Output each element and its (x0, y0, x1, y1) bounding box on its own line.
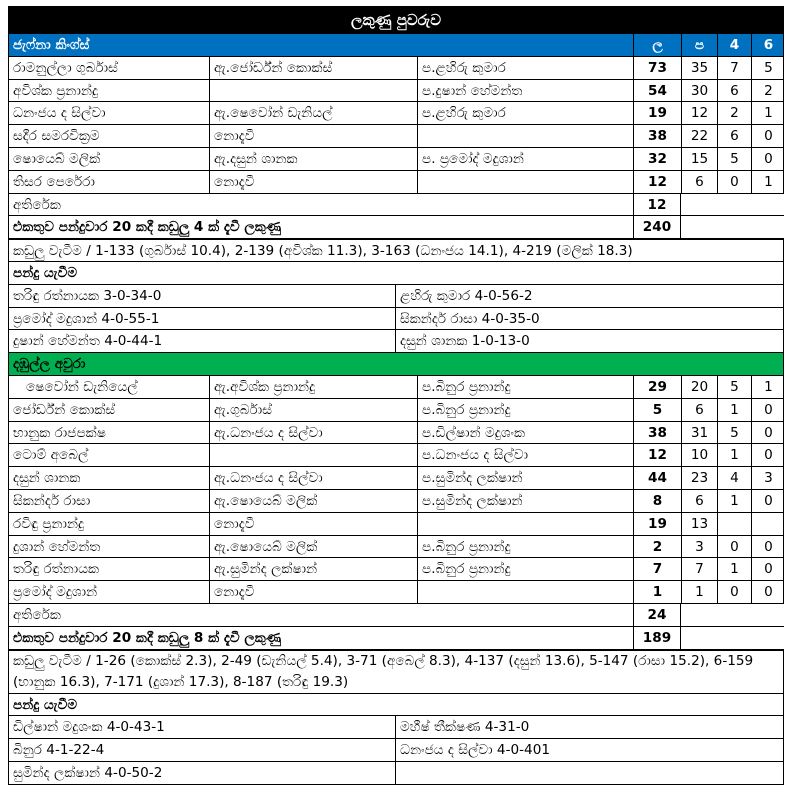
sixes: 0 (751, 581, 785, 603)
runs: 1 (633, 581, 681, 603)
dismissal-bowler: ප.ධනංජය ද සිල්වා (417, 444, 633, 466)
bowler-figures (395, 762, 785, 784)
dismissal-bowler: ප.සුමින්ද ලක්ෂාන් (417, 490, 633, 512)
bowler-figures: දසුන් ශානක 1-0-13-0 (395, 330, 785, 352)
batting-row (8, 80, 784, 103)
dismissal-catch: ඇ.ධනංජය ද සිල්වා (209, 467, 417, 489)
batter-name: ෂොයෙබ් මලික් (13, 150, 101, 167)
dismissal-catch: නොදැවී (209, 513, 417, 535)
dismissal-bowler: ප.ළහිරු කුමාර (417, 57, 633, 79)
dismissal-bowler (417, 513, 633, 535)
dismissal-catch: නොදැවී (209, 125, 417, 147)
balls: 15 (681, 148, 717, 170)
dismissal-catch: ඇ.දසුන් ශානක (209, 148, 417, 170)
dismissal-catch (209, 80, 417, 102)
fours: 0 (717, 581, 751, 603)
balls: 22 (681, 125, 717, 147)
extras-value: 12 (633, 194, 681, 216)
balls: 6 (681, 171, 717, 193)
sixes: 0 (751, 558, 785, 580)
runs: 44 (633, 467, 681, 489)
sixes: 1 (751, 171, 785, 193)
dismissal-bowler: ප.සුමින්ද ලක්ෂාන් (417, 467, 633, 489)
team2-section (8, 353, 784, 785)
bowling-label: පන්දු යැවීම (13, 696, 78, 713)
header-fours: 4 (717, 34, 751, 56)
bowling-row (8, 716, 784, 739)
runs: 2 (633, 536, 681, 558)
dismissal-catch: නොදැවී (209, 171, 417, 193)
dismissal-catch: ඇ.ෂෙවෝන් ඩැනියල් (209, 102, 417, 124)
runs: 73 (633, 57, 681, 79)
dismissal-bowler: ප.ළහිරු කුමාර (417, 102, 633, 124)
batter-name: භානුක රාජපක්ෂ (13, 424, 106, 441)
bowling-row (8, 739, 784, 762)
batting-row (8, 444, 784, 467)
fours: 1 (717, 399, 751, 421)
bowler-figures: සුමින්ද ලක්ෂාන් 4-0-50-2 (13, 764, 163, 781)
batting-row (8, 148, 784, 171)
batter-name: තරිඳු රත්නායක (13, 561, 100, 578)
sixes: 0 (751, 490, 785, 512)
bowler-figures: ධනංජය ද සිල්වා 4-0-401 (395, 739, 785, 761)
batting-row (8, 376, 784, 399)
bowling-row (8, 762, 784, 785)
dismissal-bowler: ප. ප්‍රමෝද් මදුශාන් (417, 148, 633, 170)
dismissal-bowler: ප.බිනුර ප්‍රනාන්දු (417, 558, 633, 580)
sixes: 2 (751, 80, 785, 102)
runs: 29 (633, 376, 681, 398)
batting-row (8, 102, 784, 125)
scorecard (8, 6, 784, 785)
runs: 32 (633, 148, 681, 170)
balls: 31 (681, 422, 717, 444)
batter-name: සිකන්දර් රාසා (13, 492, 91, 509)
batting-row (8, 513, 784, 536)
batting-row (8, 422, 784, 445)
team2-name: දඹුල්ල අවුරා (13, 356, 86, 373)
batting-row (8, 536, 784, 559)
fours: 6 (717, 125, 751, 147)
extras-row (8, 604, 784, 627)
header-balls: ප (681, 34, 717, 56)
batting-row (8, 125, 784, 148)
bowler-figures: මහීෂ් තීක්ෂණ 4-31-0 (395, 716, 785, 738)
balls: 23 (681, 467, 717, 489)
sixes: 1 (751, 376, 785, 398)
fours: 1 (717, 558, 751, 580)
dismissal-catch: ඇ.අවිශ්ක ප්‍රනාන්දු (209, 376, 417, 398)
batting-row (8, 558, 784, 581)
total-row (8, 216, 784, 239)
fours: 7 (717, 57, 751, 79)
total-label: එකතුව පන්දුවාර 20 කදී කඩුලු 4 ක් දැවී ලකුණු (13, 219, 282, 236)
dismissal-bowler: ප.දුෂාන් හේමන්ත (417, 80, 633, 102)
batting-row (8, 171, 784, 194)
batter-name: ධනංජය ද සිල්වා (13, 105, 106, 122)
batter-name: අවිශ්ක ප්‍රනාන්දු (13, 82, 99, 99)
header-sixes: 6 (751, 34, 785, 56)
runs: 19 (633, 102, 681, 124)
bowler-figures: බිනුර 4-1-22-4 (13, 742, 105, 759)
batter-name: ෂෙවෝන් ඩැනියෙල් (13, 378, 138, 395)
total-value: 240 (633, 216, 681, 238)
sixes: 5 (751, 57, 785, 79)
batter-name: ජෝර්ඩ්න් කොක්ස් (13, 401, 116, 418)
runs: 54 (633, 80, 681, 102)
fours: 6 (717, 80, 751, 102)
balls: 35 (681, 57, 717, 79)
bowling-label-row (8, 694, 784, 717)
fours (717, 513, 751, 535)
dismissal-catch: ඇ.ගුර්බාස් (209, 399, 417, 421)
fours: 5 (717, 422, 751, 444)
sixes (751, 513, 785, 535)
bowling-label-row (8, 262, 784, 285)
dismissal-catch: ඇ.ෂොයෙබ් මලික් (209, 490, 417, 512)
bowling-row (8, 330, 784, 353)
batter-name: ටොම් අබෙල් (13, 447, 89, 464)
dismissal-catch: ඇ.ෂොයෙබ් මලික් (209, 536, 417, 558)
dismissal-catch: ඇ.ජෝර්ඩ්න් කොක්ස් (209, 57, 417, 79)
dismissal-bowler (417, 125, 633, 147)
fall-of-wickets (8, 650, 784, 694)
batting-row (8, 57, 784, 80)
bowling-label: පන්දු යැවීම (13, 264, 78, 281)
bowler-figures: ඩිල්ෂාන් මදුශංක 4-0-43-1 (13, 719, 165, 736)
bowler-figures: තරිඳු රත්නායක 3-0-34-0 (13, 287, 162, 304)
sixes: 0 (751, 125, 785, 147)
sixes: 0 (751, 444, 785, 466)
sixes: 0 (751, 422, 785, 444)
fow-text: කඩුලු වැටීම / 1-133 (ගුර්බාස් 10.4), 2-139 (අවිශ්ක 11.3), 3-163 (ධනංජය 14.1), 4-219 (මලික් 18.3) (13, 243, 633, 260)
batter-name: තිසර පෙරේරා (13, 173, 95, 190)
batting-row (8, 399, 784, 422)
sixes: 0 (751, 148, 785, 170)
balls: 1 (681, 581, 717, 603)
fours: 4 (717, 467, 751, 489)
team1-name: ජැෆ්නා කිංග්ස් (13, 37, 90, 53)
fours: 5 (717, 148, 751, 170)
dismissal-catch: නොදැවී (209, 581, 417, 603)
team2-header (8, 353, 784, 376)
team1-header (8, 34, 784, 57)
dismissal-bowler: ප.බිනුර ප්‍රනාන්දු (417, 376, 633, 398)
scorecard-title: ලකුණු පුවරුව (8, 6, 784, 34)
extras-label: අතිරේක (13, 196, 61, 213)
batting-row (8, 581, 784, 604)
runs: 12 (633, 171, 681, 193)
dismissal-bowler (417, 171, 633, 193)
batter-name: රවිඳු ප්‍රනාන්දු (13, 515, 85, 532)
balls: 3 (681, 536, 717, 558)
sixes: 3 (751, 467, 785, 489)
batter-name: දසුන් ශානක (13, 470, 81, 487)
balls: 20 (681, 376, 717, 398)
batting-row (8, 490, 784, 513)
dismissal-bowler (417, 581, 633, 603)
balls: 13 (681, 513, 717, 535)
team1-section (8, 34, 784, 353)
batter-name: දුශාන් හේමන්ත (13, 538, 101, 555)
bowler-figures: ප්‍රමෝද් මදුශාන් 4-0-55-1 (13, 310, 160, 327)
dismissal-bowler: ප.ඩිල්ෂාන් මදුශංක (417, 422, 633, 444)
dismissal-catch: ඇ.ධනංජය ද සිල්වා (209, 422, 417, 444)
balls: 6 (681, 490, 717, 512)
runs: 7 (633, 558, 681, 580)
balls: 7 (681, 558, 717, 580)
fours: 0 (717, 171, 751, 193)
runs: 8 (633, 490, 681, 512)
total-value: 189 (633, 627, 681, 649)
header-runs: ල (633, 34, 681, 56)
dismissal-catch (209, 444, 417, 466)
sixes: 0 (751, 536, 785, 558)
fours: 5 (717, 376, 751, 398)
fours: 1 (717, 490, 751, 512)
bowler-figures: දුෂාන් හේමන්ත 4-0-44-1 (13, 333, 163, 350)
batting-row (8, 467, 784, 490)
bowling-row (8, 308, 784, 331)
fow-text: කඩුලු වැටීම / 1-26 (කොක්ස් 2.3), 2-49 (ඩැනියල් 5.4), 3-71 (අබෙල් 8.3), 4-137 (දසුන් 13.6), 5-147 (රාසා 15.2), 6-159 (භානුක 16.3), 7-171 (දුශාන් 17.3), 8-187 (තරිඳු 19.3) (13, 652, 754, 690)
sixes: 0 (751, 399, 785, 421)
bowling-row (8, 285, 784, 308)
batter-name: ප්‍රමෝද් මදුශාන් (13, 584, 98, 601)
dismissal-bowler: ප.බිනුර ප්‍රනාන්දු (417, 399, 633, 421)
batter-name: සදීර සමරවික්‍රම (13, 128, 100, 145)
balls: 6 (681, 399, 717, 421)
dismissal-catch: ඇ.සුමින්ද ලක්ෂාන් (209, 558, 417, 580)
extras-label: අතිරේක (13, 606, 61, 623)
fours: 2 (717, 102, 751, 124)
runs: 5 (633, 399, 681, 421)
runs: 38 (633, 422, 681, 444)
balls: 12 (681, 102, 717, 124)
fall-of-wickets (8, 239, 784, 262)
balls: 10 (681, 444, 717, 466)
fours: 1 (717, 444, 751, 466)
total-row (8, 627, 784, 650)
dismissal-bowler: ප.බිනුර ප්‍රනාන්දු (417, 536, 633, 558)
fours: 0 (717, 536, 751, 558)
balls: 30 (681, 80, 717, 102)
total-label: එකතුව පන්දුවාර 20 කදී කඩුලු 8 ක් දැවී ලකුණු (13, 629, 282, 646)
extras-value: 24 (633, 604, 681, 626)
runs: 12 (633, 444, 681, 466)
bowler-figures: ළහිරු කුමාර 4-0-56-2 (395, 285, 785, 307)
bowler-figures: සිකන්දර් රාසා 4-0-35-0 (395, 308, 785, 330)
runs: 19 (633, 513, 681, 535)
batter-name: රාමනුල්ලා ගුර්බාස් (13, 59, 118, 76)
runs: 38 (633, 125, 681, 147)
extras-row (8, 194, 784, 217)
sixes: 1 (751, 102, 785, 124)
